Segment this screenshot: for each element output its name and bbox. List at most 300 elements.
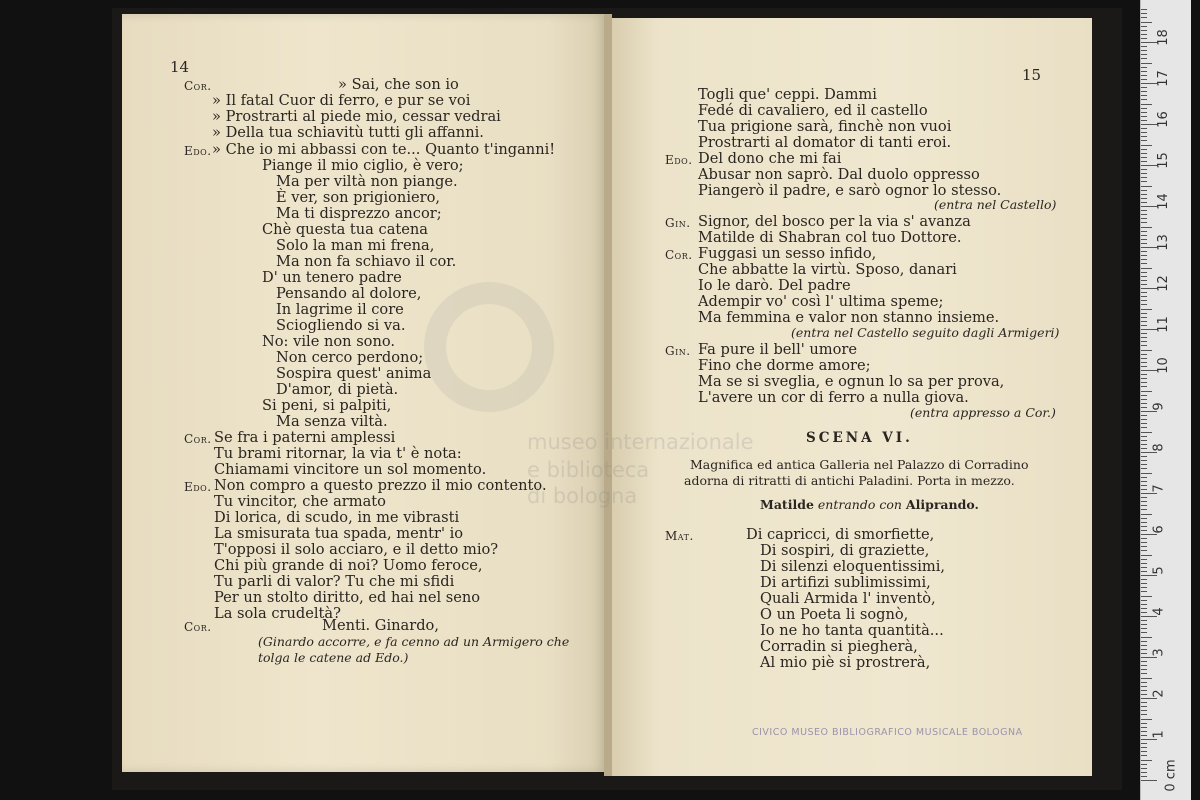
ruler-number: 18: [1155, 29, 1171, 46]
left-verse-line: Ma per viltà non piange.: [276, 173, 458, 190]
ruler-tick: [1141, 768, 1147, 769]
ruler-tick: [1141, 468, 1147, 469]
library-stamp: CIVICO MUSEO BIBLIOGRAFICO MUSICALE BOLOGNA: [752, 727, 1023, 738]
ruler-tick: [1141, 452, 1157, 453]
left-verse-line: D'amor, di pietà.: [276, 381, 399, 398]
ruler-tick: [1141, 50, 1147, 51]
scene-description-line-1: Magnifica ed antica Galleria nel Palazzo di Corradino: [690, 457, 1029, 472]
ruler-tick: [1141, 71, 1147, 72]
ruler-number: 0 cm: [1163, 759, 1179, 792]
ruler-tick: [1141, 91, 1147, 92]
ruler-tick: [1141, 128, 1147, 129]
right-verse-line: Di silenzi eloquentissimi,: [760, 558, 946, 575]
ruler-tick: [1141, 362, 1147, 363]
left-verse-line: Non cerco perdono;: [276, 349, 424, 366]
left-speaker: Cor.: [184, 620, 212, 634]
ruler-tick: [1141, 415, 1147, 416]
ruler-tick: [1141, 419, 1147, 420]
left-verse-line: Ma ti disprezzo ancor;: [276, 205, 442, 222]
ruler-tick: [1141, 358, 1147, 359]
ruler-tick: [1141, 596, 1152, 597]
ruler-tick: [1141, 764, 1147, 765]
right-stage-direction: (entra nel Castello seguito dagli Armigeri): [791, 325, 1060, 340]
ruler-tick: [1141, 386, 1147, 387]
ruler-tick: [1141, 382, 1147, 383]
ruler-number: 16: [1155, 111, 1171, 128]
ruler-tick: [1141, 501, 1147, 502]
left-verse-line: » Della tua schiavitù tutti gli affanni.: [212, 124, 484, 141]
right-verse-line: Al mio piè si prostrerà,: [760, 654, 931, 671]
right-page-number: 15: [1022, 66, 1042, 84]
ruler-tick: [1141, 649, 1147, 650]
ruler-tick: [1141, 526, 1147, 527]
ruler-tick: [1141, 263, 1147, 264]
ruler-tick: [1141, 165, 1157, 166]
book-gutter: [604, 14, 612, 776]
ruler-tick: [1141, 641, 1147, 642]
ruler-number: 17: [1155, 70, 1171, 87]
ruler-tick: [1141, 231, 1147, 232]
ruler-tick: [1141, 235, 1147, 236]
ruler-tick: [1141, 194, 1147, 195]
ruler-number: 4: [1151, 607, 1167, 616]
ruler-tick: [1141, 600, 1147, 601]
ruler-tick: [1141, 485, 1147, 486]
ruler-tick: [1141, 542, 1147, 543]
right-speaker: Edo.: [665, 153, 693, 167]
left-verse-line: Per un stolto diritto, ed hai nel seno: [214, 589, 481, 606]
ruler-tick: [1141, 706, 1147, 707]
ruler-tick: [1141, 432, 1152, 433]
ruler-tick: [1141, 63, 1152, 64]
ruler-tick: [1141, 403, 1147, 404]
ruler-tick: [1141, 755, 1147, 756]
right-verse-line: Che abbatte la virtù. Sposo, danari: [698, 261, 957, 278]
ruler-tick: [1141, 177, 1147, 178]
ruler-tick: [1141, 464, 1147, 465]
ruler-tick: [1141, 710, 1147, 711]
ruler-tick: [1141, 694, 1147, 695]
left-verse-line: È ver, son prigioniero,: [276, 189, 441, 206]
left-verse-line: Di lorica, di scudo, in me vibrasti: [214, 509, 460, 526]
ruler-tick: [1141, 292, 1147, 293]
ruler-tick: [1141, 13, 1147, 14]
ruler-tick: [1141, 612, 1147, 613]
ruler-tick: [1141, 587, 1147, 588]
ruler-tick: [1141, 247, 1157, 248]
right-verse-line: Fa pure il bell' umore: [698, 341, 858, 358]
ruler-tick: [1141, 206, 1157, 207]
left-stage-direction: tolga le catene ad Edo.): [258, 650, 409, 665]
ruler-tick: [1141, 75, 1147, 76]
ruler-tick: [1141, 735, 1147, 736]
ruler-tick: [1141, 42, 1157, 43]
ruler-tick: [1141, 567, 1147, 568]
left-page-number: 14: [170, 58, 190, 76]
right-verse-line: Adempir vo' così l' ultima speme;: [698, 293, 944, 310]
left-verse-line: » Che io mi abbassi con te... Quanto t'inganni!: [212, 141, 556, 158]
left-verse-line: Pensando al dolore,: [276, 285, 422, 302]
ruler-tick: [1141, 473, 1152, 474]
ruler-number: 12: [1155, 275, 1171, 292]
ruler-tick: [1141, 120, 1147, 121]
ruler-tick: [1141, 743, 1147, 744]
ruler-tick: [1141, 550, 1147, 551]
right-verse-line: Togli que' ceppi. Dammi: [698, 86, 877, 103]
ruler-tick: [1141, 210, 1147, 211]
ruler-tick: [1141, 731, 1147, 732]
ruler-tick: [1141, 104, 1152, 105]
right-verse-line: Fuggasi un sesso infido,: [698, 245, 877, 262]
left-verse-line: La smisurata tua spada, mentr' io: [214, 525, 464, 542]
ruler-tick: [1141, 559, 1147, 560]
left-verse-line: Ma non fa schiavo il cor.: [276, 253, 457, 270]
ruler-number: 14: [1155, 193, 1171, 210]
ruler-tick: [1141, 637, 1152, 638]
ruler-tick: [1141, 202, 1147, 203]
ruler-tick: [1141, 38, 1147, 39]
ruler-tick: [1141, 198, 1147, 199]
right-verse-line: Di sospiri, di graziette,: [760, 542, 930, 559]
right-verse-line: O un Poeta li sognò,: [760, 606, 909, 623]
ruler-tick: [1141, 284, 1147, 285]
right-verse-line: Fedé di cavaliero, ed il castello: [698, 102, 928, 119]
ruler-tick: [1141, 665, 1147, 666]
character-first: Matilde: [760, 497, 814, 512]
ruler-number: 11: [1155, 316, 1171, 333]
ruler-tick: [1141, 751, 1147, 752]
right-verse-line: Tua prigione sarà, finchè non vuoi: [698, 118, 952, 135]
ruler-tick: [1141, 776, 1147, 777]
ruler-tick: [1141, 624, 1147, 625]
left-speaker: Edo.: [184, 144, 212, 158]
left-verse-line: D' un tenero padre: [262, 269, 402, 286]
ruler-tick: [1141, 686, 1147, 687]
ruler-tick: [1141, 682, 1147, 683]
ruler-tick: [1141, 538, 1147, 539]
ruler-tick: [1141, 26, 1147, 27]
ruler-tick: [1141, 190, 1147, 191]
ruler-tick: [1141, 436, 1147, 437]
right-verse-line: Piangerò il padre, e sarò ognor lo stesso.: [698, 182, 1002, 199]
ruler-tick: [1141, 505, 1147, 506]
right-verse-line: Del dono che mi fai: [698, 150, 842, 167]
ruler-tick: [1141, 678, 1152, 679]
left-verse-line: Tu vincitor, che armato: [214, 493, 386, 510]
ruler-tick: [1141, 288, 1157, 289]
left-verse-line: » Il fatal Cuor di ferro, e pur se voi: [212, 92, 471, 109]
ruler-tick: [1141, 760, 1152, 761]
left-verse-line: Menti. Ginardo,: [322, 617, 439, 634]
ruler-tick: [1141, 370, 1157, 371]
ruler-number: 8: [1151, 443, 1167, 452]
ruler-tick: [1141, 739, 1157, 740]
ruler-tick: [1141, 145, 1152, 146]
ruler-tick: [1141, 317, 1147, 318]
ruler-tick: [1141, 616, 1157, 617]
ruler-tick: [1141, 300, 1147, 301]
ruler-tick: [1141, 657, 1157, 658]
left-verse-line: Tu parli di valor? Tu che mi sfidi: [214, 573, 455, 590]
ruler-tick: [1141, 583, 1147, 584]
ruler-tick: [1141, 333, 1147, 334]
ruler-tick: [1141, 591, 1147, 592]
right-verse-line: Ma femmina e valor non stanno insieme.: [698, 309, 1000, 326]
ruler-tick: [1141, 22, 1152, 23]
left-verse-line: Sospira quest' anima: [276, 365, 432, 382]
ruler-tick: [1141, 83, 1157, 84]
ruler-tick: [1141, 489, 1147, 490]
ruler-tick: [1141, 222, 1147, 223]
ruler-tick: [1141, 493, 1157, 494]
ruler-tick: [1141, 772, 1147, 773]
ruler-tick: [1141, 661, 1147, 662]
ruler-tick: [1141, 534, 1157, 535]
right-verse-line: Fino che dorme amore;: [698, 357, 871, 374]
ruler-tick: [1141, 719, 1152, 720]
ruler-tick: [1141, 411, 1157, 412]
ruler-tick: [1141, 727, 1147, 728]
ruler-tick: [1141, 67, 1147, 68]
left-verse-line: Solo la man mi frena,: [276, 237, 435, 254]
ruler-tick: [1141, 399, 1147, 400]
ruler-tick: [1141, 58, 1147, 59]
ruler-number: 5: [1151, 566, 1167, 575]
ruler-tick: [1141, 391, 1152, 392]
ruler-tick: [1141, 620, 1147, 621]
ruler-tick: [1141, 702, 1147, 703]
left-verse-line: » Sai, che son io: [338, 76, 459, 93]
right-speaker: Mat.: [665, 529, 694, 543]
ruler-tick: [1141, 30, 1147, 31]
ruler-tick: [1141, 325, 1147, 326]
left-verse-line: T'opposi il solo acciaro, e il detto mio?: [214, 541, 499, 558]
ruler-tick: [1141, 378, 1147, 379]
scene-description-line-2: adorna di ritratti di antichi Paladini. Porta in mezzo.: [684, 473, 1015, 488]
left-verse-line: Se fra i paterni amplessi: [214, 429, 396, 446]
ruler-tick: [1141, 251, 1147, 252]
ruler-number: 6: [1151, 525, 1167, 534]
ruler-tick: [1141, 563, 1147, 564]
ruler-tick: [1141, 546, 1147, 547]
right-speaker: Cor.: [665, 248, 693, 262]
ruler-number: 2: [1151, 689, 1167, 698]
ruler-tick: [1141, 321, 1147, 322]
ruler-tick: [1141, 276, 1147, 277]
right-verse-line: Signor, del bosco per la via s' avanza: [698, 213, 971, 230]
ruler-number: 15: [1155, 152, 1171, 169]
ruler-tick: [1141, 95, 1147, 96]
ruler-number: 9: [1151, 402, 1167, 411]
watermark-line-1: museo internazionale: [527, 430, 754, 454]
ruler-tick: [1141, 714, 1147, 715]
ruler-tick: [1141, 9, 1147, 10]
ruler-tick: [1141, 87, 1147, 88]
ruler-tick: [1141, 259, 1147, 260]
ruler-tick: [1141, 296, 1147, 297]
ruler-tick: [1141, 645, 1147, 646]
left-verse-line: Ma senza viltà.: [276, 413, 388, 430]
ruler-tick: [1141, 136, 1147, 137]
watermark-logo: [424, 282, 554, 412]
ruler-tick: [1141, 530, 1147, 531]
ruler-tick: [1141, 698, 1157, 699]
right-stage-direction: (entra nel Castello): [934, 197, 1057, 212]
ruler-tick: [1141, 497, 1147, 498]
ruler-tick: [1141, 17, 1147, 18]
ruler-tick: [1141, 280, 1147, 281]
ruler-tick: [1141, 632, 1147, 633]
ruler-tick: [1141, 345, 1147, 346]
right-verse-line: Corradin si piegherà,: [760, 638, 918, 655]
ruler-tick: [1141, 690, 1147, 691]
ruler-tick: [1141, 518, 1147, 519]
ruler-tick: [1141, 218, 1147, 219]
ruler-tick: [1141, 116, 1147, 117]
ruler-tick: [1141, 268, 1152, 269]
left-stage-direction: (Ginardo accorre, e fa cenno ad un Armigero che: [258, 634, 570, 649]
ruler-tick: [1141, 374, 1147, 375]
right-verse-line: L'avere un cor di ferro a nulla giova.: [698, 389, 969, 406]
ruler-tick: [1141, 153, 1147, 154]
ruler-tick: [1141, 653, 1147, 654]
right-verse-line: Matilde di Shabran col tuo Dottore.: [698, 229, 962, 246]
ruler-tick: [1141, 456, 1147, 457]
ruler-tick: [1141, 628, 1147, 629]
ruler-tick: [1141, 669, 1147, 670]
left-verse-line: Chiamami vincitore un sol momento.: [214, 461, 487, 478]
ruler-number: 10: [1155, 357, 1171, 374]
left-verse-line: La sola crudeltà?: [214, 605, 341, 622]
ruler-tick: [1141, 161, 1147, 162]
left-verse-line: Tu brami ritornar, la via t' è nota:: [214, 445, 462, 462]
right-verse-line: Di artifizi sublimissimi,: [760, 574, 931, 591]
ruler-tick: [1141, 444, 1147, 445]
ruler-tick: [1141, 460, 1147, 461]
watermark-line-3: di bologna: [527, 484, 638, 508]
ruler-tick: [1141, 239, 1147, 240]
ruler-tick: [1141, 243, 1147, 244]
ruler-tick: [1141, 481, 1147, 482]
right-verse-line: Io le darò. Del padre: [698, 277, 851, 294]
ruler-tick: [1141, 227, 1152, 228]
ruler-tick: [1141, 309, 1152, 310]
ruler-tick: [1141, 255, 1147, 256]
ruler-tick: [1141, 304, 1147, 305]
ruler-tick: [1141, 124, 1157, 125]
ruler-tick: [1141, 407, 1147, 408]
watermark-line-2: e biblioteca: [527, 458, 650, 482]
left-verse-line: In lagrime il core: [276, 301, 404, 318]
left-verse-line: Chè questa tua catena: [262, 221, 428, 238]
ruler-tick: [1141, 169, 1147, 170]
ruler-tick: [1141, 341, 1147, 342]
ruler-tick: [1141, 149, 1147, 150]
right-verse-line: Abusar non saprò. Dal duolo oppresso: [698, 166, 980, 183]
ruler-tick: [1141, 366, 1147, 367]
ruler-tick: [1141, 555, 1152, 556]
right-verse-line: Ma se si sveglia, e ognun lo sa per prova,: [698, 373, 1005, 390]
ruler-tick: [1141, 329, 1157, 330]
ruler-tick: [1141, 272, 1147, 273]
ruler-tick: [1141, 509, 1147, 510]
right-verse-line: Prostrarti al domator di tanti eroi.: [698, 134, 952, 151]
ruler-tick: [1141, 604, 1147, 605]
ruler-tick: [1141, 34, 1147, 35]
ruler-number: 13: [1155, 234, 1171, 251]
left-speaker: Cor.: [184, 79, 212, 93]
right-verse-line: Quali Armida l' inventò,: [760, 590, 936, 607]
right-speaker: Gin.: [665, 216, 691, 230]
measurement-ruler: [1140, 0, 1191, 800]
left-verse-line: Piange il mio ciglio, è vero;: [262, 157, 464, 174]
ruler-tick: [1141, 440, 1147, 441]
left-verse-line: » Prostrarti al piede mio, cessar vedrai: [212, 108, 501, 125]
ruler-tick: [1141, 723, 1147, 724]
right-speaker: Gin.: [665, 344, 691, 358]
ruler-number: 7: [1151, 484, 1167, 493]
right-stage-direction: (entra appresso a Cor.): [910, 405, 1056, 420]
ruler-tick: [1141, 140, 1147, 141]
character-second: Aliprando.: [905, 497, 979, 512]
ruler-tick: [1141, 579, 1147, 580]
ruler-tick: [1141, 354, 1147, 355]
left-speaker: Cor.: [184, 432, 212, 446]
ruler-tick: [1141, 173, 1147, 174]
ruler-tick: [1141, 608, 1147, 609]
ruler-tick: [1141, 112, 1147, 113]
ruler-number: 1: [1151, 730, 1167, 739]
ruler-tick: [1141, 423, 1147, 424]
ruler-tick: [1141, 108, 1147, 109]
left-speaker: Edo.: [184, 480, 212, 494]
right-verse-line: Di capricci, di smorfiette,: [746, 526, 935, 543]
ruler-tick: [1141, 54, 1147, 55]
ruler-tick: [1141, 395, 1147, 396]
ruler-tick: [1141, 46, 1147, 47]
ruler-tick: [1141, 313, 1147, 314]
ruler-tick: [1141, 477, 1147, 478]
ruler-tick: [1141, 337, 1147, 338]
ruler-tick: [1141, 571, 1147, 572]
ruler-tick: [1141, 132, 1147, 133]
left-verse-line: Non compro a questo prezzo il mio contento.: [214, 477, 547, 494]
ruler-tick: [1141, 181, 1147, 182]
ruler-tick: [1141, 522, 1147, 523]
ruler-tick: [1141, 186, 1152, 187]
left-verse-line: Si peni, si palpiti,: [262, 397, 392, 414]
ruler-tick: [1141, 79, 1147, 80]
ruler-tick: [1141, 673, 1147, 674]
scene-title: SCENA VI.: [806, 430, 913, 446]
left-verse-line: No: vile non sono.: [262, 333, 396, 350]
ruler-tick: [1141, 575, 1157, 576]
ruler-tick: [1141, 747, 1147, 748]
scene-characters: [760, 497, 979, 512]
ruler-tick: [1141, 157, 1147, 158]
right-verse-line: Io ne ho tanta quantità...: [760, 622, 944, 639]
ruler-number: 3: [1151, 648, 1167, 657]
ruler-tick: [1141, 99, 1147, 100]
left-verse-line: Chi più grande di noi? Uomo feroce,: [214, 557, 483, 574]
ruler-tick: [1141, 214, 1147, 215]
ruler-tick: [1141, 514, 1152, 515]
ruler-tick: [1141, 350, 1152, 351]
left-verse-line: Sciogliendo si va.: [276, 317, 406, 334]
ruler-tick: [1141, 427, 1147, 428]
ruler-tick: [1141, 448, 1147, 449]
character-action: entrando con: [817, 497, 902, 512]
